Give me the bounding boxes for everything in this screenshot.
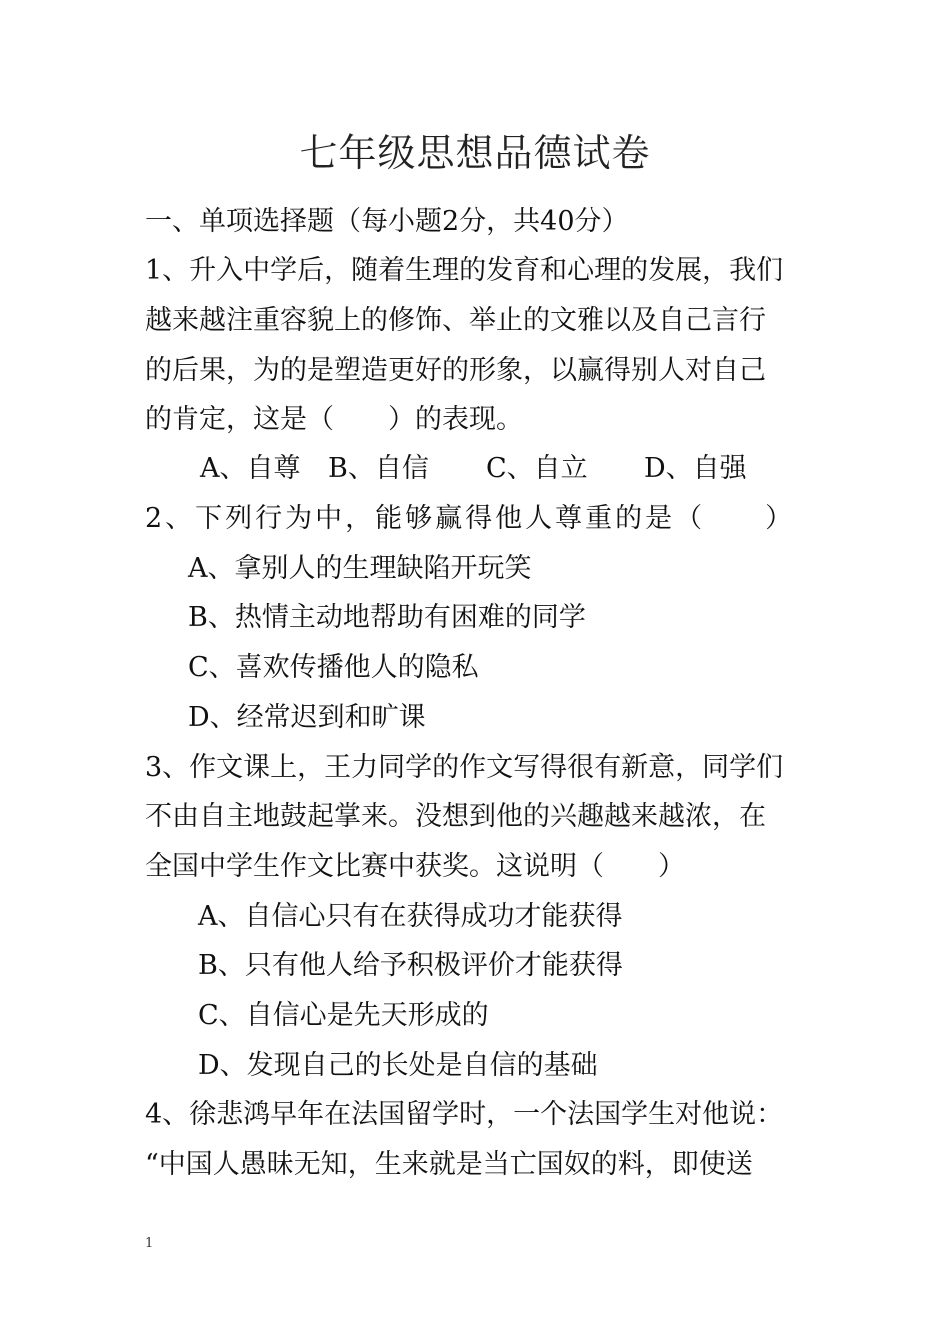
q2-stem: 2、下列行为中，能够赢得他人尊重的是（ ） xyxy=(145,503,796,534)
page-number: 1 xyxy=(145,1236,154,1251)
q2-option-d: D、经常迟到和旷课 xyxy=(188,702,426,733)
q2-option-a: A、拿别人的生理缺陷开玩笑 xyxy=(188,553,532,584)
q1-option-d: D、自强 xyxy=(644,453,747,484)
q3-option-c: C、自信心是先天形成的 xyxy=(198,1000,489,1031)
q1-line-4: 的肯定，这是（ ）的表现。 xyxy=(145,404,523,435)
q2-option-c: C、喜欢传播他人的隐私 xyxy=(188,652,479,683)
q3-line-2: 不由自主地鼓起掌来。没想到他的兴趣越来越浓，在 xyxy=(145,801,766,832)
section-heading: 一、单项选择题（每小题2分，共40分） xyxy=(145,206,629,237)
q1-options xyxy=(200,452,747,486)
q3-option-d: D、发现自己的长处是自信的基础 xyxy=(198,1050,598,1081)
page-title: 七年级思想品德试卷 xyxy=(299,131,651,175)
q1-option-a: A、自尊 xyxy=(200,453,301,484)
q3-option-b: B、只有他人给予积极评价才能获得 xyxy=(198,950,623,981)
q1-line-2: 越来越注重容貌上的修饰、举止的文雅以及自己言行 xyxy=(145,305,766,336)
q1-line-3: 的后果，为的是塑造更好的形象，以赢得别人对自己 xyxy=(145,355,766,386)
q3-line-1: 3、作文课上，王力同学的作文写得很有新意，同学们 xyxy=(145,752,784,783)
q3-option-a: A、自信心只有在获得成功才能获得 xyxy=(198,901,623,932)
q1-line-1: 1、升入中学后，随着生理的发育和心理的发展，我们 xyxy=(145,255,784,286)
q1-option-c: C、自立 xyxy=(486,453,588,484)
q4-line-2: “中国人愚昧无知，生来就是当亡国奴的料，即使送 xyxy=(145,1149,753,1180)
q2-option-b: B、热情主动地帮助有困难的同学 xyxy=(188,602,586,633)
q1-option-b: B、自信 xyxy=(328,453,429,484)
q3-line-3: 全国中学生作文比赛中获奖。这说明（ ） xyxy=(145,851,685,882)
q4-line-1: 4、徐悲鸿早年在法国留学时，一个法国学生对他说： xyxy=(145,1099,784,1130)
